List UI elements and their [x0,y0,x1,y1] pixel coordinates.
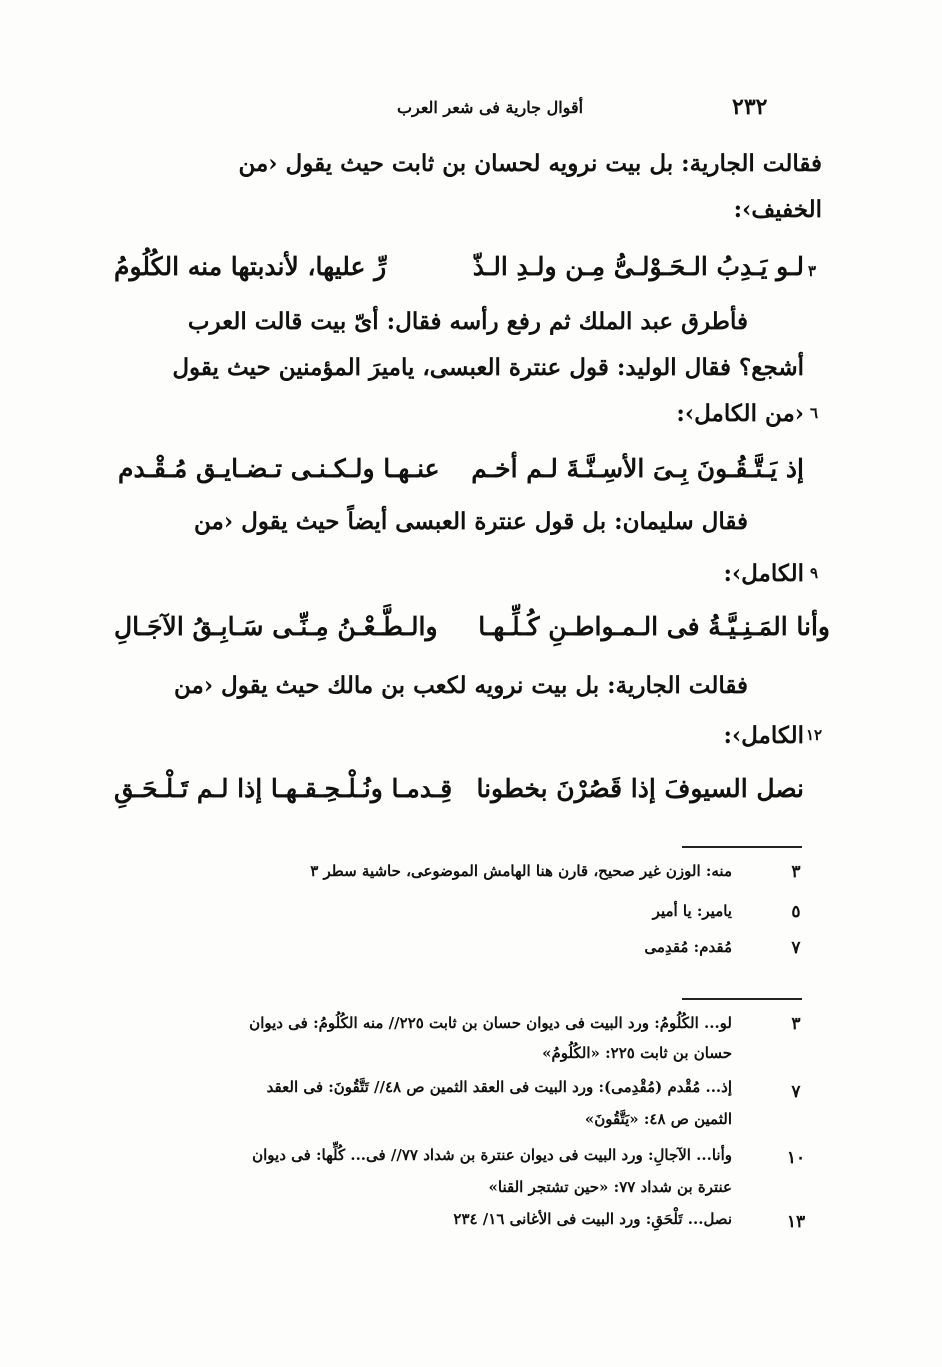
running-title: أقوال جارية فى شعر العرب [396,98,584,117]
line-number-3: ٣ [808,262,817,280]
paragraph-2-line-1: فأطرق عبد الملك ثم رفع رأسه فقال: أىّ بيت قالت العرب [187,308,748,335]
verse-2-first-hemistich: إذ يَـتَّـقُـونَ بِـىَ الأسِـنَّـةَ لـم أخـم [471,454,804,483]
note-a-number: ٥ [791,902,801,922]
footnote-divider-1 [682,846,802,848]
paragraph-4-line-1: فقالت الجارية: بل بيت نرويه لكعب بن مالك حيث يقول ‹من [174,672,748,699]
note-a-text: مُقدم: مُقدِمى [644,938,732,956]
note-b-line-1: إذ... مُقْدم (مُقْدِمى): ورد البيت فى العقد الثمين ص ٤٨// تَتَّقُونَ: فى العقد [266,1078,732,1096]
note-a-text: منه: الوزن غير صحيح، قارن هنا الهامش الموضوعى، حاشية سطر ٣ [310,862,732,880]
note-b-line-2: الثمين ص ٤٨: «يَتَّقُونَ» [584,1110,732,1128]
line-number-9: ٩ [810,564,819,582]
note-b-number: ٧ [791,1082,801,1102]
note-b-number: ٣ [791,1014,801,1034]
verse-4-first-hemistich: نصل السيوفَ إذا قَصُرْنَ بخطونا [476,774,804,803]
verse-3-second-hemistich: والـطَّـعْـنُ مِـنِّـى سَـابِـقُ الآجَـالِ [114,612,438,641]
verse-2-second-hemistich: عنـهـا ولـكـنـى تـضـايـق مُـقْـدم [118,454,440,483]
note-a-text: يامير: يا أمير [652,902,732,920]
verse-4-second-hemistich: قِـدمـا ونُـلْـحِـقـهـا إذا لـم تَـلْـحَـقِ [114,774,453,803]
paragraph-2-line-2: أشجع؟ فقال الوليد: قول عنترة العبسى، ياميرَ المؤمنين حيث يقول [172,354,804,381]
note-b-line-2: حسان بن ثابت ٢٢٥: «الكُلُومُ» [542,1044,732,1062]
page-number: ٢٣٢ [732,94,768,120]
paragraph-4-line-2: الكامل›: [723,722,804,749]
note-b-line-1: نصل... تَلْحَقِ: ورد البيت فى الأغانى ١٦/ ٢٣٤ [453,1210,732,1228]
paragraph-2-line-3: ‹من الكامل›: [676,400,804,427]
note-b-number: ١٣ [786,1212,806,1232]
line-number-6: ٦ [810,404,819,422]
note-b-line-1: لو... الكُلُومُ: ورد البيت فى ديوان حسان بن ثابت ٢٢٥// منه الكُلُومُ: فى ديوان [249,1014,732,1032]
paragraph-1-line-2: الخفيف›: [733,196,822,223]
footnote-divider-2 [682,998,802,1000]
note-b-line-2: عنترة بن شداد ٧٧: «حين تشتجر القنا» [488,1178,732,1196]
note-a-number: ٣ [791,862,801,882]
paragraph-1-line-1: فقالت الجارية: بل بيت نرويه لحسان بن ثابت حيث يقول ‹من [238,150,822,177]
verse-3-first-hemistich: وأنا المَـنِـيَّـةُ فى الـمـواطـنِ كُـلِّـهـا [478,612,830,641]
verse-1-first-hemistich: لـو يَـدِبُ الـحَـوْلـىُّ مِـن ولـدِ الـذّ [472,252,804,281]
paragraph-3-line-1: فقال سليمان: بل قول عنترة العبسى أيضاً حيث يقول ‹من [194,508,748,535]
paragraph-3-line-2: الكامل›: [723,560,804,587]
line-number-12: ١٢ [806,726,823,744]
note-b-line-1: وأنا... الآجالِ: ورد البيت فى ديوان عنترة بن شداد ٧٧// فى... كُلِّها: فى ديوان [252,1146,732,1164]
verse-1-second-hemistich: رِّ عليها، لأندبتها منه الكُلُومُ [114,252,387,281]
note-a-number: ٧ [791,938,801,958]
note-b-number: ١٠ [786,1148,806,1168]
